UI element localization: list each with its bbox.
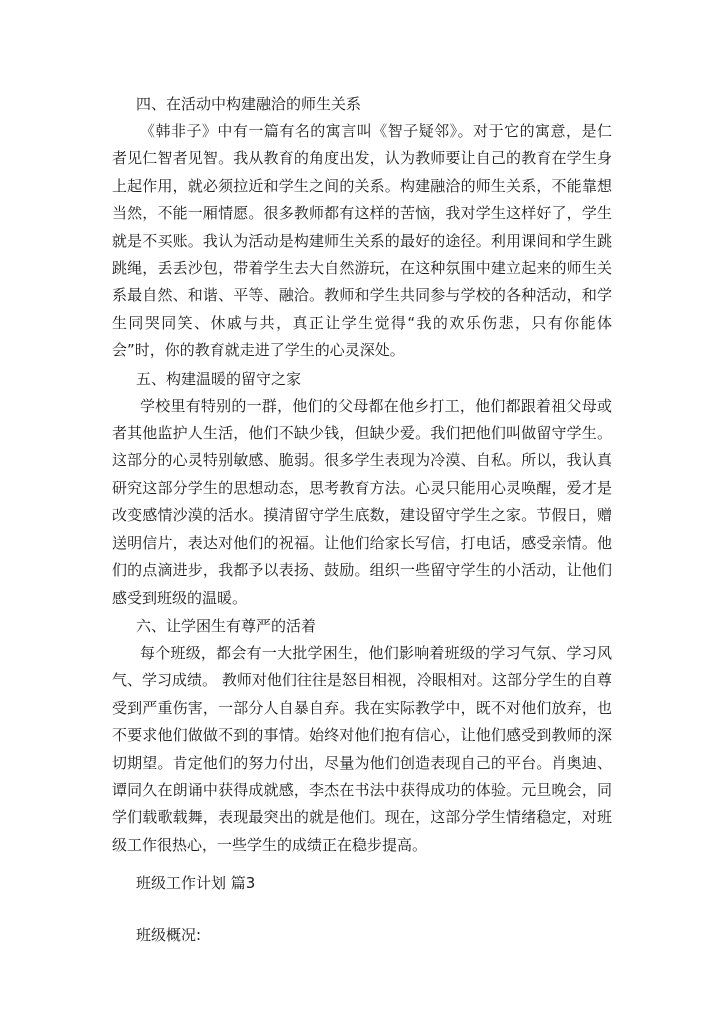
section-heading-4: 四、在活动中构建融洽的师生关系 bbox=[136, 95, 362, 113]
document-body bbox=[112, 90, 612, 949]
part-title: 班级工作计划 篇3 bbox=[136, 874, 256, 893]
section-paragraph-4: 《韩非子》中有一篇有名的寓言叫《智子疑邻》。对于它的寓意，是仁者见仁智者见智。我从教育的角度出发，认为教师要让自己的教育在学生身上起作用，就必须拉近和学生之间的关系。构建融洽的师生关系，不能靠想当然，不能一厢情愿。很多教师都有这样的苦恼，我对学生这样好了，学生就是不买账。我认为活动是构建师生关系的最好的途径。利用课间和学生跳跳绳，丢丢沙包，带着学生去大自然游玩，在这种氛围中建立起来的师生关系最自然、和谐、平等、融洽。教师和学生共同参与学校的各种活动，和学生同哭同笑、休戚与共，真正让学生觉得“我的欢乐伤悲，只有你能体会”时，你的教育就走进了学生的心灵深处。 bbox=[112, 122, 612, 360]
section-paragraph-6: 每个班级，都会有一大批学困生，他们影响着班级的学习气氛、学习风气、学习成绩。 教师对他们往往是怒目相视，冷眼相对。这部分学生的自尊受到严重伤害，一部分人自暴自弃。我在实际教学中，既不对他们放弃，也不要求他们做做不到的事情。始终对他们抱有信心，让他们感受到教师的深切期望。肯定他们的努力付出，尽量为他们创造表现自己的平台。肖奥迪、谭同久在朗诵中获得成就感，李杰在书法中获得成功的体验。元旦晚会，同学们载歌载舞，表现最突出的就是他们。现在，这部分学生情绪稳定，对班级工作很热心，一些学生的成绩正在稳步提高。 bbox=[112, 643, 612, 854]
section-heading-6: 六、让学困生有尊严的活着 bbox=[136, 616, 317, 635]
section-paragraph-5: 学校里有特别的一群，他们的父母都在他乡打工，他们都跟着祖父母或者其他监护人生活，他们不缺少钱，但缺少爱。我们把他们叫做留守学生。这部分的心灵特别敏感、脆弱。很多学生表现为冷漠、自私。所以，我认真研究这部分学生的思想动态，思考教育方法。心灵只能用心灵唤醒，爱才是改变感情沙漠的活水。摸清留守学生底数，建设留守学生之家。节假日，赠送明信片，表达对他们的祝福。让他们给家长写信，打电话，感受亲情。他们的点滴进步，我都予以表扬、鼓励。组织一些留守学生的小活动，让他们感受到班级的温暖。 bbox=[112, 396, 612, 607]
overview-heading: 班级概况: bbox=[136, 926, 202, 945]
section-heading-5: 五、构建温暖的留守之家 bbox=[136, 369, 302, 388]
